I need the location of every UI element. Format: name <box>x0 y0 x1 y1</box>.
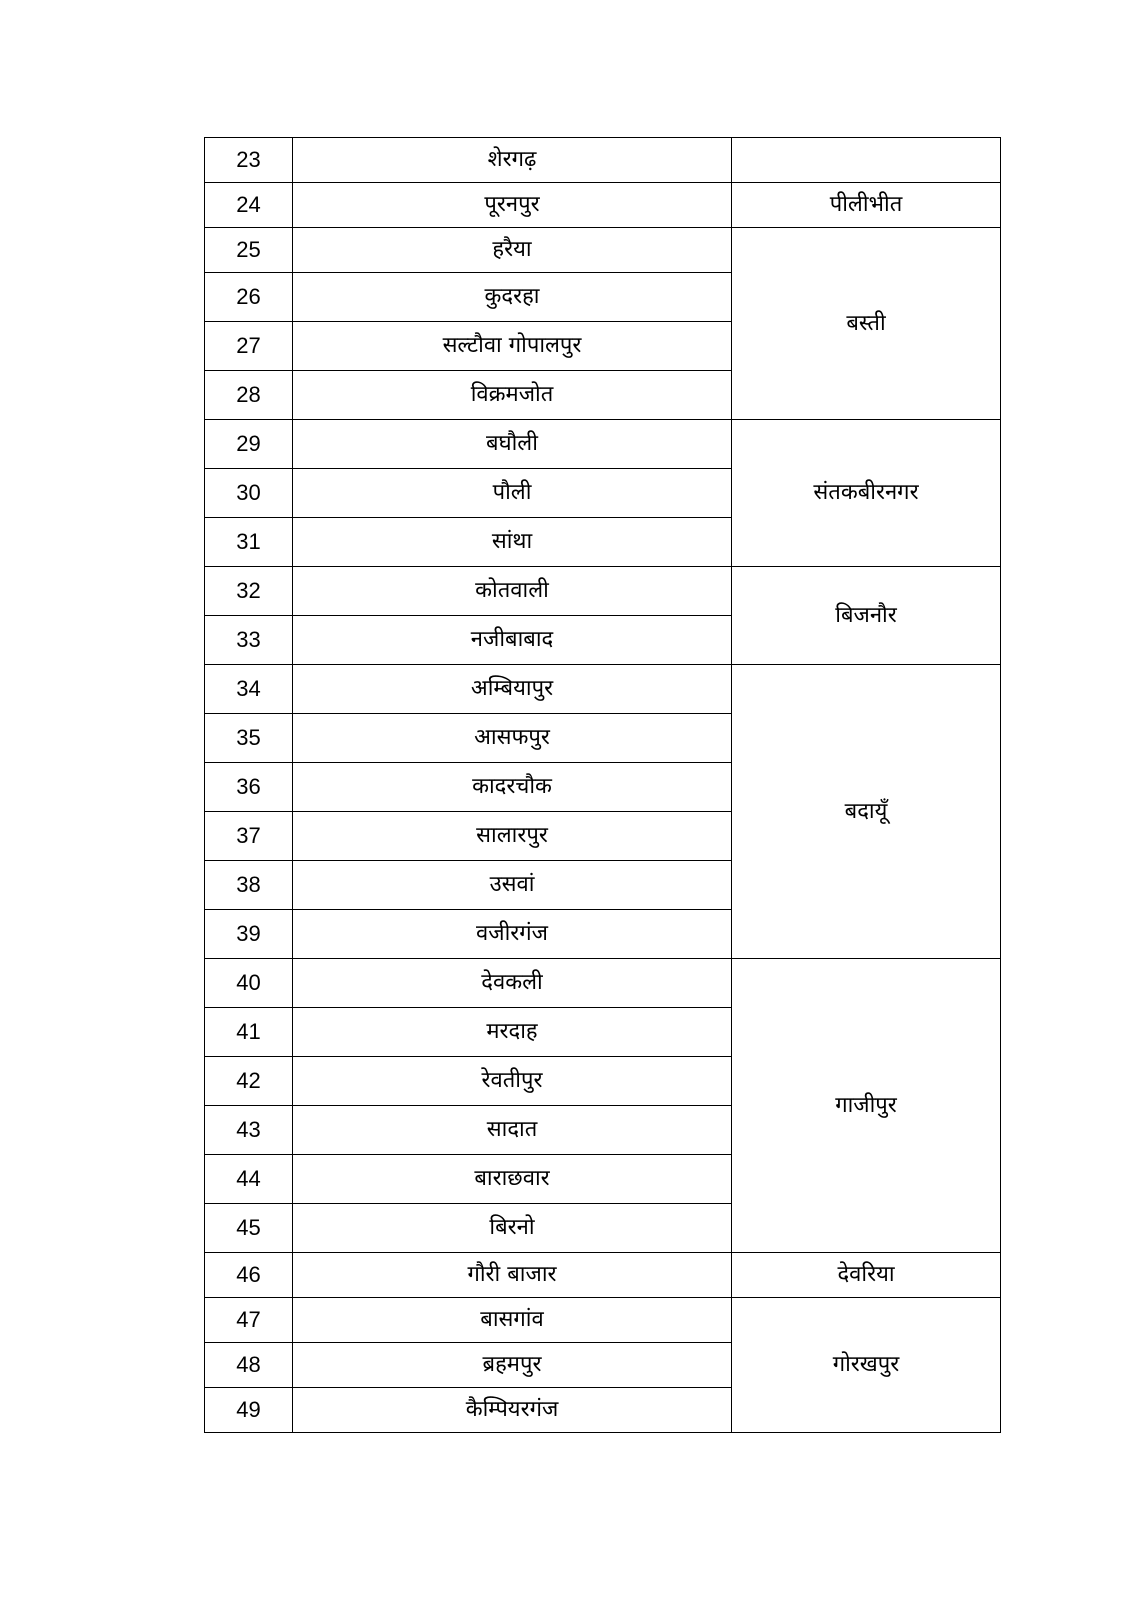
serial-number: 39 <box>205 910 293 959</box>
block-name: ब्रहमपुर <box>293 1343 732 1388</box>
block-name: अम्बियापुर <box>293 665 732 714</box>
district-name <box>732 138 1001 183</box>
block-name: सल्टौवा गोपालपुर <box>293 322 732 371</box>
block-name: बाराछवार <box>293 1155 732 1204</box>
block-name: कुदरहा <box>293 273 732 322</box>
table-row <box>205 567 1001 616</box>
block-name: कोतवाली <box>293 567 732 616</box>
district-name: गोरखपुर <box>732 1298 1001 1433</box>
block-name: आसफपुर <box>293 714 732 763</box>
block-name: सालारपुर <box>293 812 732 861</box>
table-row <box>205 1253 1001 1298</box>
serial-number: 42 <box>205 1057 293 1106</box>
serial-number: 40 <box>205 959 293 1008</box>
block-name: मरदाह <box>293 1008 732 1057</box>
table-row <box>205 138 1001 183</box>
block-name: बघौली <box>293 420 732 469</box>
block-name: शेरगढ़ <box>293 138 732 183</box>
district-name: देवरिया <box>732 1253 1001 1298</box>
serial-number: 47 <box>205 1298 293 1343</box>
block-name: सांथा <box>293 518 732 567</box>
district-name: बस्ती <box>732 228 1001 420</box>
table-row <box>205 420 1001 469</box>
district-name: बदायूँ <box>732 665 1001 959</box>
serial-number: 31 <box>205 518 293 567</box>
block-name: देवकली <box>293 959 732 1008</box>
block-name: सादात <box>293 1106 732 1155</box>
block-district-table <box>204 137 1001 1433</box>
block-name: पौली <box>293 469 732 518</box>
block-name: पूरनपुर <box>293 183 732 228</box>
serial-number: 49 <box>205 1388 293 1433</box>
serial-number: 23 <box>205 138 293 183</box>
serial-number: 34 <box>205 665 293 714</box>
table-row <box>205 959 1001 1008</box>
serial-number: 36 <box>205 763 293 812</box>
serial-number: 41 <box>205 1008 293 1057</box>
table-row <box>205 228 1001 273</box>
district-name: संतकबीरनगर <box>732 420 1001 567</box>
serial-number: 44 <box>205 1155 293 1204</box>
serial-number: 26 <box>205 273 293 322</box>
block-name: कैम्पियरगंज <box>293 1388 732 1433</box>
district-name: गाजीपुर <box>732 959 1001 1253</box>
serial-number: 25 <box>205 228 293 273</box>
district-name: बिजनौर <box>732 567 1001 665</box>
block-name: हरैया <box>293 228 732 273</box>
block-name: नजीबाबाद <box>293 616 732 665</box>
serial-number: 38 <box>205 861 293 910</box>
serial-number: 30 <box>205 469 293 518</box>
block-name: उसवां <box>293 861 732 910</box>
table-row <box>205 1298 1001 1343</box>
serial-number: 37 <box>205 812 293 861</box>
serial-number: 35 <box>205 714 293 763</box>
block-name: बासगांव <box>293 1298 732 1343</box>
block-name: गौरी बाजार <box>293 1253 732 1298</box>
serial-number: 45 <box>205 1204 293 1253</box>
serial-number: 46 <box>205 1253 293 1298</box>
serial-number: 43 <box>205 1106 293 1155</box>
serial-number: 29 <box>205 420 293 469</box>
serial-number: 33 <box>205 616 293 665</box>
table-row <box>205 665 1001 714</box>
block-name: विक्रमजोत <box>293 371 732 420</box>
serial-number: 28 <box>205 371 293 420</box>
block-name: कादरचौक <box>293 763 732 812</box>
serial-number: 24 <box>205 183 293 228</box>
serial-number: 27 <box>205 322 293 371</box>
block-name: रेवतीपुर <box>293 1057 732 1106</box>
serial-number: 32 <box>205 567 293 616</box>
block-name: वजीरगंज <box>293 910 732 959</box>
table-row <box>205 183 1001 228</box>
block-name: बिरनो <box>293 1204 732 1253</box>
serial-number: 48 <box>205 1343 293 1388</box>
district-name: पीलीभीत <box>732 183 1001 228</box>
